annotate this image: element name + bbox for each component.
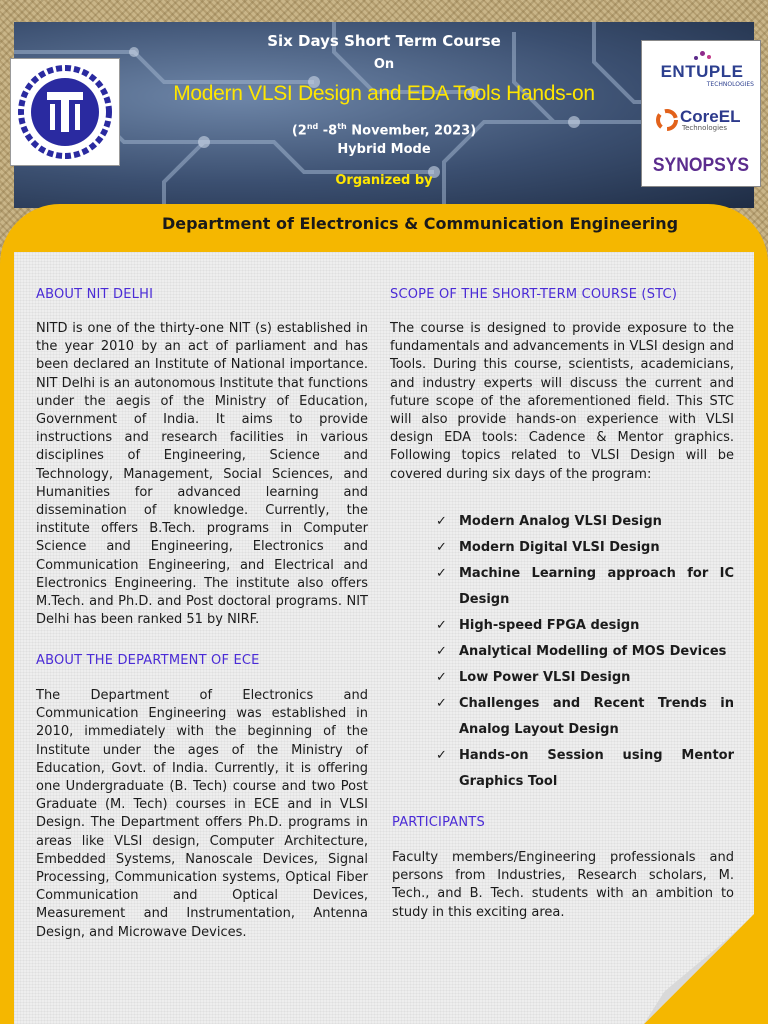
- about-nit-heading: ABOUT NIT DELHI: [36, 287, 154, 302]
- about-ece-body: The Department of Electronics and Communication Engineering was established in 2010, immediately with the beginning of the Institute under the ages of the Ministry of Education, Govt. of India. Currently, it is offering one Undergraduate (B. Tech) course and two Post Graduate (M. Tech) courses in ECE and in VLSI Design. The Department offers Ph.D. programs in areas like VLSI design, Computer Architecture, Embedded Systems, Nanoscale Devices, Signal Processing, Communication systems, Optical Fiber Communication and Optical Devices, Measurement and Instrumentation, Antenna Design, and Microwave Devices.: [36, 688, 368, 940]
- list-item: ✓ Challenges and Recent Trends in Analog Layout Design: [436, 691, 734, 743]
- synopsys-logo: SYNOPSYS: [652, 155, 750, 176]
- list-item: ✓ High-speed FPGA design: [436, 613, 734, 639]
- checkmark-icon: ✓: [436, 618, 447, 633]
- participants-body: Faculty members/Engineering professionals and persons from Industries, Research scholars, M. Tech., and B. Tech. students with an ambition to study in this exciting area.: [392, 850, 734, 920]
- coreel-text: CoreEL: [680, 107, 741, 126]
- course-type: Six Days Short Term Course: [267, 32, 501, 50]
- checkmark-icon: ✓: [436, 566, 447, 581]
- on-text: On: [373, 57, 395, 72]
- participants-heading: PARTICIPANTS: [392, 815, 485, 830]
- checkmark-icon: ✓: [436, 514, 447, 529]
- entuple-text: ENTUPLE: [660, 62, 744, 81]
- list-item: ✓ Machine Learning approach for IC Design: [436, 561, 734, 613]
- checkmark-icon: ✓: [436, 696, 447, 711]
- list-item: ✓ Hands-on Session using Mentor Graphics Tool: [436, 743, 734, 795]
- scope-body: The course is designed to provide exposure to the fundamentals and advancements in VLSI design and Tools. During this course, scientists, academicians, and industry experts will discuss the current and future scope of the aforementioned field. This STC will also provide hands-on experience with VLSI design EDA tools: Cadence & Mentor graphics. Following topics related to VLSI Design will be covered during six days of the program:: [390, 321, 734, 482]
- department-name: Department of Electronics & Communication Engineering: [161, 214, 679, 233]
- topics-list: [436, 509, 734, 795]
- course-title: Modern VLSI Design and EDA Tools Hands-on: [173, 82, 595, 105]
- coreel-subtext: Technologies: [682, 124, 727, 132]
- checkmark-icon: ✓: [436, 670, 447, 685]
- organized-by: Organized by: [335, 173, 433, 188]
- list-item: ✓ Low Power VLSI Design: [436, 665, 734, 691]
- scope-heading: SCOPE OF THE SHORT-TERM COURSE (STC): [390, 287, 678, 302]
- list-item: ✓ Modern Digital VLSI Design: [436, 535, 734, 561]
- about-nit-body: NITD is one of the thirty-one NIT (s) established in the year 2010 by an act of parliament and has been declared an Institute of National importance. NIT Delhi is an autonomous Institute that functions under the aegis of the Ministry of Education, Government of India. It aims to provide instructions and research facilities in various disciplines of Engineering, Science and Technology, Management, Social Sciences, and Humanities for advanced learning and dissemination of knowledge. Currently, the institute offers B.Tech. programs in Computer Science and Engineering, Electronics and Communication Engineering, and Electrical and Electronics Engineering. The institute also offers M.Tech. and Ph.D. and Post doctoral programs. NIT Delhi has been ranked 51 by NIRF.: [36, 321, 368, 628]
- entuple-subtext: TECHNOLOGIES: [706, 81, 754, 88]
- checkmark-icon: ✓: [436, 644, 447, 659]
- checkmark-icon: ✓: [436, 748, 447, 763]
- checkmark-icon: ✓: [436, 540, 447, 555]
- list-item: ✓ Analytical Modelling of MOS Devices: [436, 639, 734, 665]
- course-mode: Hybrid Mode: [337, 142, 431, 157]
- list-item: ✓ Modern Analog VLSI Design: [436, 509, 734, 535]
- course-dates: (2nd -8th November, 2023): [291, 122, 477, 139]
- about-ece-heading: ABOUT THE DEPARTMENT OF ECE: [36, 653, 260, 668]
